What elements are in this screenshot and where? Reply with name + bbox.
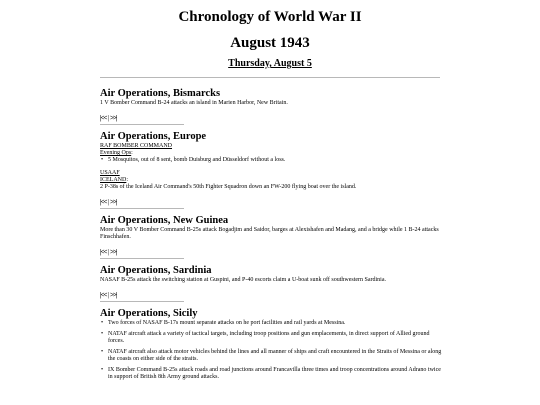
section-text: 1 V Bomber Command B-24 attacks an island in Marien Harbor, New Britain. — [100, 100, 288, 106]
page-title: Chronology of World War II — [178, 9, 362, 25]
section-sardinia — [100, 265, 445, 302]
usaaf-heading: USAAF — [100, 170, 120, 176]
sicily-bullets — [100, 320, 445, 381]
section-divider — [100, 258, 184, 259]
section-divider — [100, 301, 184, 302]
nav-separator: | — [107, 291, 109, 299]
section-title: Air Operations, New Guinea — [100, 215, 229, 226]
next-link[interactable]: >>| — [109, 291, 117, 299]
section-nav — [100, 114, 445, 122]
section-text: More than 30 V Bomber Command B-25s attack Bogadjim and Saidor, barges at Alexishafen and Madang, and a bridge while 1 B-24 attacks Finschhafen. — [100, 227, 439, 240]
section-divider — [100, 208, 184, 209]
iceland-label: ICELAND — [100, 177, 127, 183]
header-divider — [100, 77, 440, 78]
section-title: Air Operations, Sardinia — [100, 265, 212, 276]
nav-separator: | — [107, 198, 109, 206]
date-heading: Thursday, August 5 — [228, 58, 312, 69]
list-item: • NATAF aircraft attack a variety of tactical targets, including troop positions and gun emplacements, in direct support of Allied ground forces. — [100, 331, 445, 345]
nav-separator: | — [107, 248, 109, 256]
section-title: Air Operations, Europe — [100, 131, 207, 142]
section-title: Air Operations, Sicily — [100, 308, 198, 319]
evening-ops-line — [100, 150, 445, 157]
nav-separator: | — [107, 114, 109, 122]
section-nav — [100, 198, 445, 206]
prev-link[interactable]: |<< — [100, 248, 107, 256]
next-link[interactable]: >>| — [109, 248, 117, 256]
section-new-guinea — [100, 215, 445, 259]
evening-ops-colon: : — [131, 150, 133, 156]
europe-bullets — [100, 157, 445, 164]
section-nav — [100, 291, 445, 299]
month-heading: August 1943 — [230, 35, 310, 51]
raf-bomber-command-heading: RAF BOMBER COMMAND — [100, 143, 173, 149]
prev-link[interactable]: |<< — [100, 291, 107, 299]
next-link[interactable]: >>| — [109, 114, 117, 122]
section-divider — [100, 124, 184, 125]
iceland-line — [100, 177, 445, 184]
iceland-colon: : — [126, 177, 129, 183]
list-item: • IX Bomber Command B-25s attack roads and road junctions around Francavilla three times and troop concentrations around Adrano twice in support of British 8th Army ground attacks. — [100, 367, 445, 381]
next-link[interactable]: >>| — [109, 198, 117, 206]
section-title: Air Operations, Bismarcks — [100, 88, 221, 99]
section-nav — [100, 248, 445, 256]
content — [100, 82, 445, 385]
list-item: • Two forces of NASAF B-17s mount separate attacks on he port facilities and rail yards at Messina. — [100, 320, 445, 327]
section-europe — [100, 131, 445, 209]
section-text: NASAF B-25s attack the switching station at Guspini, and P-40 escorts claim a U-boat sunk off southwestern Sardinia. — [100, 277, 387, 283]
section-bismarcks — [100, 88, 445, 125]
prev-link[interactable]: |<< — [100, 114, 107, 122]
section-sicily — [100, 308, 445, 381]
section-text: 2 P-38s of the Iceland Air Command's 50th Fighter Squadron down an FW-200 flying boat over the island. — [100, 184, 357, 190]
list-item: • 5 Mosquitos, out of 8 sent, bomb Duisburg and Düsseldorf without a loss. — [100, 157, 445, 164]
list-item: • NATAF aircraft also attack motor vehicles behind the lines and all manner of ships and craft encountered in the Straits of Messina or along the coasts on either side of the straits. — [100, 349, 445, 363]
evening-ops-label: Evening Ops — [100, 150, 132, 156]
prev-link[interactable]: |<< — [100, 198, 107, 206]
